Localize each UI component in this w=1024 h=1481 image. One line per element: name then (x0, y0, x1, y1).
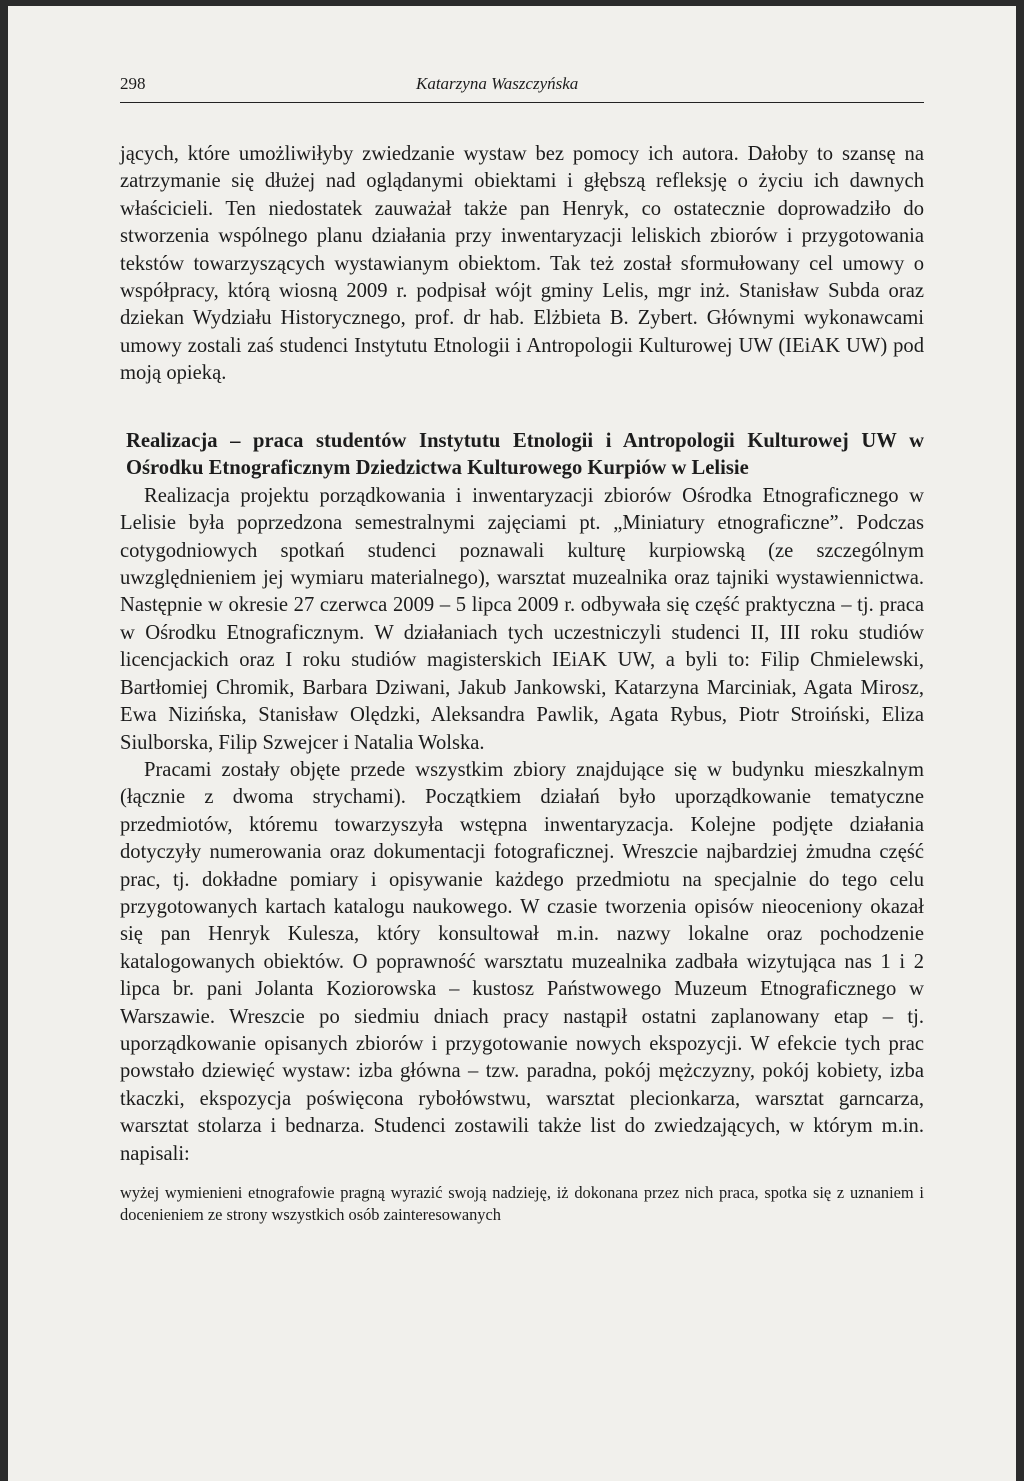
scan-border-left (0, 0, 8, 1481)
page-number: 298 (120, 74, 146, 93)
main-text (120, 141, 924, 1226)
block-quote: wyżej wymienieni etnografowie pragną wyrazić swoją nadzieję, iż dokonana przez nich praca, spotka się z uznaniem i docenieniem ze strony wszystkich osób zainteresowanych (120, 1183, 924, 1224)
scan-border-right (1016, 0, 1024, 1481)
paragraph-continuation: jących, które umożliwiłyby zwiedzanie wystaw bez pomocy ich autora. Dałoby to szansę na zatrzymanie się dłużej nad oglądanymi obiektami i głębszą refleksję o życiu ich dawnych właścicieli. Ten niedostatek zauważał także pan Henryk, co ostatecznie doprowadziło do stworzenia wspólnego planu działania przy inwentaryzacji leliskich zbiorów i przygotowania tekstów towarzyszących wystawianym obiektom. Tak też został sformułowany cel umowy o współpracy, którą wiosną 2009 r. podpisał wójt gminy Lelis, mgr inż. Stanisław Subda oraz dziekan Wydziału Historycznego, prof. dr hab. Elżbieta B. Zybert. Głównymi wykonawcami umowy zostali zaś studenci Instytutu Etnologii i Antropologii Kulturowej UW (IEiAK UW) pod moją opieką. (120, 143, 924, 385)
paragraph-prace: Pracami zostały objęte przede wszystkim zbiory znajdujące się w budynku mieszkalnym (łącznie z dwoma strychami). Początkiem działań było uporządkowanie tematyczne przedmiotów, któremu towarzyszyła wstępna inwentaryzacja. Kolejne podjęte działania dotyczyły numerowania oraz dokumentacji fotograficznej. Wreszcie najbardziej żmudna część prac, tj. dokładne pomiary i opisywanie każdego przedmiotu na specjalnie do tego celu przygotowanych kartach katalogu naukowego. W czasie tworzenia opisów nieoceniony okazał się pan Henryk Kulesza, który konsultował m.in. nazwy lokalne oraz pochodzenie katalogowanych obiektów. O poprawność warsztatu muzealnika zadbała wizytująca nas 1 i 2 lipca br. pani Jolanta Koziorowska – kustosz Państwowego Muzeum Etnograficznego w Warszawie. Wreszcie po siedmiu dniach pracy nastąpił ostatni zaplanowany etap – tj. uporządkowanie opisanych zbiorów i przygotowanie nowych ekspozycji. W efekcie tych prac powstało dziewięć wystaw: izba główna – tzw. paradna, pokój mężczyzny, pokój kobiety, izba tkaczki, ekspozycja poświęcona rybołówstwu, warsztat plecionkarza, warsztat garncarza, warsztat stolarza i bednarza. Studenci zostawili także list do zwiedzających, w którym m.in. napisali: (120, 758, 924, 1165)
running-header (120, 72, 924, 103)
section-heading: Realizacja – praca studentów Instytutu Etnologii i Antropologii Kulturowej UW w Ośrodku Etnograficznym Dziedzictwa Kulturowego Kurpiów w Lelisie (126, 429, 924, 480)
scan-border-top (0, 0, 1024, 6)
running-header-author: Katarzyna Waszczyńska (416, 74, 579, 93)
paragraph-realizacja: Realizacja projektu porządkowania i inwentaryzacji zbiorów Ośrodka Etnograficznego w Lelisie była poprzedzona semestralnymi zajęciami pt. „Miniatury etnograficzne”. Podczas cotygodniowych spotkań studenci poznawali kulturę kurpiowską (ze szczególnym uwzględnieniem jej wymiaru materialnego), warsztat muzealnika oraz tajniki wystawiennictwa. Następnie w okresie 27 czerwca 2009 – 5 lipca 2009 r. odbywała się część praktyczna – tj. praca w Ośrodku Etnograficznym. W działaniach tych uczestniczyli studenci II, III roku studiów licencjackich oraz I roku studiów magisterskich IEiAK UW, a byli to: Filip Chmielewski, Bartłomiej Chromik, Barbara Dziwani, Jakub Jankowski, Katarzyna Marciniak, Agata Mirosz, Ewa Nizińska, Stanisław Olędzki, Aleksandra Pawlik, Agata Rybus, Piotr Stroiński, Eliza Siulborska, Filip Szwejcer i Natalia Wolska. (120, 484, 924, 754)
